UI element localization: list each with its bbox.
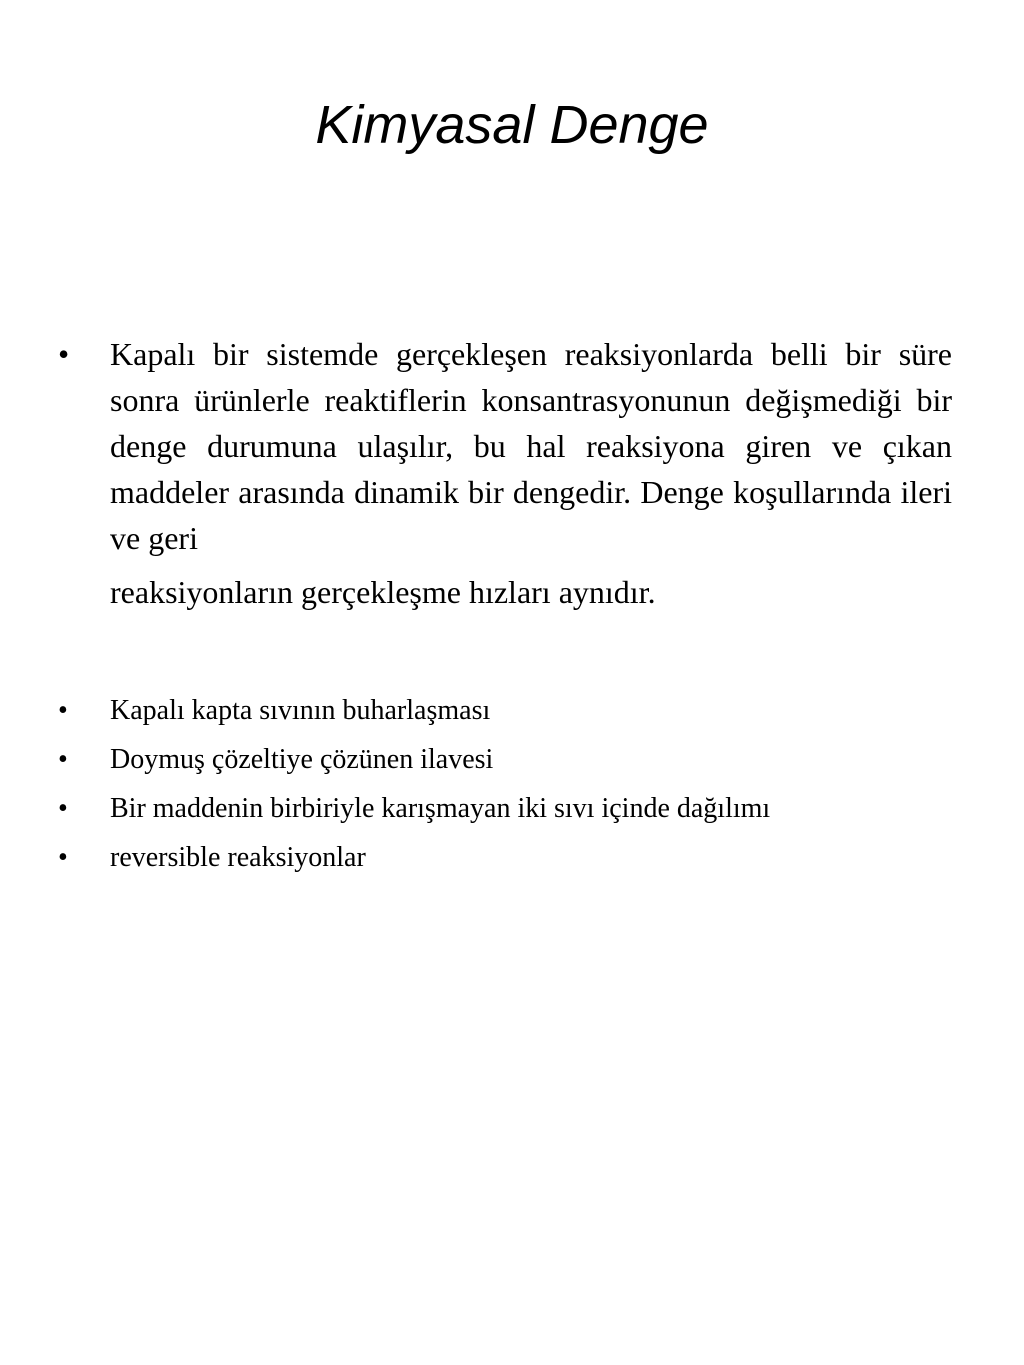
list-item xyxy=(55,833,952,882)
main-bullet-list xyxy=(55,331,952,615)
bullet-icon: • xyxy=(58,336,70,372)
bullet-icon: • xyxy=(58,793,68,824)
bullet-icon: • xyxy=(58,842,68,873)
slide-title: Kimyasal Denge xyxy=(315,95,709,155)
list-item-text: Bir maddenin birbiriyle karışmayan iki sıvı içinde dağılımı xyxy=(110,793,771,824)
examples-list xyxy=(55,686,952,882)
main-bullet-item xyxy=(55,331,952,615)
list-item-text: Doymuş çözeltiye çözünen ilavesi xyxy=(110,744,494,775)
list-item-text: Kapalı kapta sıvının buharlaşması xyxy=(110,695,491,726)
list-item xyxy=(55,686,952,735)
list-item-text: reversible reaksiyonlar xyxy=(110,842,366,873)
list-item xyxy=(55,784,952,833)
main-bullet-last-line: reaksiyonların gerçekleşme hızları aynıdır. xyxy=(110,574,656,610)
main-bullet-text: Kapalı bir sistemde gerçekleşen reaksiyonlarda belli bir süre sonra ürünlerle reaktiflerin konsantrasyonunun değişmediği bir denge durumuna ulaşılır, bu hal reaksiyona giren ve çıkan maddeler arasında dinamik bir dengedir. Denge koşullarında ileri ve geri xyxy=(110,336,952,556)
bullet-icon: • xyxy=(58,744,68,775)
bullet-icon: • xyxy=(58,695,68,726)
list-item xyxy=(55,735,952,784)
